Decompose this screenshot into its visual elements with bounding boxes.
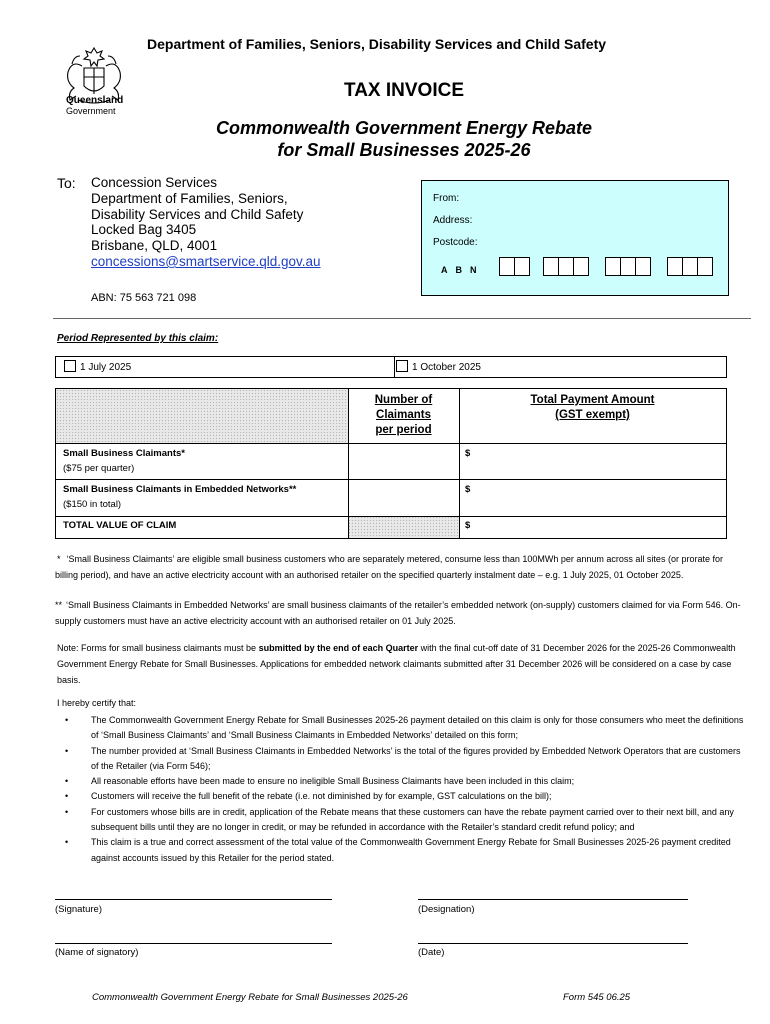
row-label: Small Business Claimants in Embedded Networks** bbox=[63, 484, 297, 495]
address-line: Disability Services and Child Safety bbox=[91, 206, 304, 222]
email-link[interactable]: concessions@smartservice.qld.gov.au bbox=[91, 253, 321, 269]
footer-title: Commonwealth Government Energy Rebate for Small Businesses 2025-26 bbox=[92, 992, 408, 1003]
department-name: Department of Families, Seniors, Disability Services and Child Safety bbox=[147, 36, 607, 52]
option-october: 1 October 2025 bbox=[412, 362, 481, 373]
address-label[interactable]: Address: bbox=[433, 215, 473, 226]
recipient-abn: ABN: 75 563 721 098 bbox=[91, 292, 197, 304]
from-box bbox=[421, 180, 729, 296]
address-line: Department of Families, Seniors, bbox=[91, 190, 288, 206]
checkbox-october[interactable] bbox=[396, 360, 408, 372]
address-line: Concession Services bbox=[91, 175, 218, 190]
divider bbox=[53, 318, 751, 319]
certify-intro: I hereby certify that: bbox=[57, 698, 137, 708]
abn-box-group-4[interactable] bbox=[667, 257, 712, 276]
designation-line[interactable] bbox=[418, 899, 688, 900]
document-subtitle bbox=[0, 117, 770, 161]
abn-box-group-1[interactable] bbox=[499, 257, 529, 276]
signatory-name-label: (Name of signatory) bbox=[55, 947, 139, 958]
abn-label: ABN bbox=[441, 265, 485, 275]
option-july: 1 July 2025 bbox=[80, 362, 132, 373]
list-item: • Customers will receive the full benefit of the rebate (i.e. not diminished by for example, GST calculations on the bill); bbox=[65, 791, 552, 802]
subtitle-line-1: Commonwealth Government Energy Rebate bbox=[215, 118, 593, 138]
postcode-label[interactable]: Postcode: bbox=[433, 237, 478, 248]
date-line[interactable] bbox=[418, 943, 688, 944]
submission-note: Note: Forms for small business claimants must be submitted by the end of each Quarter with the final cut-off date of 31 December 2026 for the 2025-26 Commonwealth Government Energy Rebate for Small Businesses. Applications for embedded network claimants submitted after 31 December 2026 will be considered on a case by case basis. bbox=[57, 643, 736, 685]
amount-field[interactable]: $ bbox=[465, 520, 471, 531]
shaded-header-cell bbox=[56, 389, 348, 443]
row-label: TOTAL VALUE OF CLAIM bbox=[63, 520, 177, 531]
logo-text-queensland: Queensland bbox=[66, 95, 124, 106]
certification-list bbox=[65, 713, 745, 866]
row-sub: ($75 per quarter) bbox=[63, 463, 135, 474]
to-label: To: bbox=[57, 175, 76, 191]
address-line: Brisbane, QLD, 4001 bbox=[91, 238, 218, 254]
row-sub: ($150 in total) bbox=[63, 499, 122, 510]
designation-label: (Designation) bbox=[418, 904, 475, 915]
document-title: TAX INVOICE bbox=[344, 80, 464, 101]
signatory-name-line[interactable] bbox=[55, 943, 332, 944]
list-item: • The Commonwealth Government Energy Rebate for Small Businesses 2025-26 payment detailed on this claim is only for those consumers who meet the definitions of ‘Small Business Claimants’ and ‘Small Business Claimants in Embedded Networks’ detailed on this form; bbox=[65, 715, 744, 741]
recipient-address bbox=[91, 175, 321, 270]
header-claimants: Number of Claimants per period bbox=[374, 394, 433, 436]
shaded-total-cell bbox=[348, 516, 459, 538]
period-options bbox=[55, 356, 727, 378]
amount-field[interactable]: $ bbox=[465, 448, 471, 459]
abn-box-group-3[interactable] bbox=[605, 257, 650, 276]
abn-box-group-2[interactable] bbox=[543, 257, 588, 276]
signature-label: (Signature) bbox=[55, 904, 102, 915]
list-item: • The number provided at ‘Small Business Claimants in Embedded Networks’ is the total of the figures provided by Embedded Network Operators that are customers of the Retailer (via Form 546); bbox=[65, 745, 741, 771]
list-item: • This claim is a true and correct assessment of the total value of the Commonwealth Government Energy Rebate for Small Businesses 2025-26 payment credited against accounts issued by this Retailer for the period stated. bbox=[65, 837, 731, 863]
footer-form-number: Form 545 06.25 bbox=[563, 992, 631, 1003]
row-label: Small Business Claimants* bbox=[63, 448, 185, 459]
checkbox-july[interactable] bbox=[64, 360, 76, 372]
subtitle-line-2: for Small Businesses 2025-26 bbox=[277, 140, 531, 160]
from-label[interactable]: From: bbox=[433, 193, 460, 204]
date-label: (Date) bbox=[418, 947, 445, 958]
footnote-1: * ‘Small Business Claimants’ are eligible small business customers who are separately metered, consume less than 100MWh per annum across all sites (or prorate for billing period), and have an active electricity account with an authorised retailer on the specified quarterly instalment date – e.g. 1 July 2025, 01 October 2025. bbox=[55, 554, 723, 580]
logo-text-government: Government bbox=[66, 106, 116, 116]
claim-table bbox=[55, 388, 727, 539]
amount-field[interactable]: $ bbox=[465, 484, 471, 495]
list-item: • All reasonable efforts have been made to ensure no ineligible Small Business Claimants have been included in this claim; bbox=[65, 776, 575, 787]
period-heading: Period Represented by this claim: bbox=[57, 333, 219, 344]
signature-line[interactable] bbox=[55, 899, 332, 900]
footnote-2: ** ‘Small Business Claimants in Embedded Networks’ are small business claimants of the retailer’s embedded network (on-supply) customers claimed for via Form 546. On-supply customers must have an active electricity account with an authorised retailer on 01 July 2025. bbox=[55, 600, 741, 626]
header-payment: Total Payment Amount (GST exempt) bbox=[530, 394, 655, 421]
address-line: Locked Bag 3405 bbox=[91, 222, 197, 238]
list-item: • For customers whose bills are in credit, application of the Rebate means that these customers can have the rebate payment carried over to their next bill, and any subsequent bills until they are no longer in credit, or may be refunded in accordance with the Retailer’s standard credit refund policy; and bbox=[65, 806, 734, 833]
